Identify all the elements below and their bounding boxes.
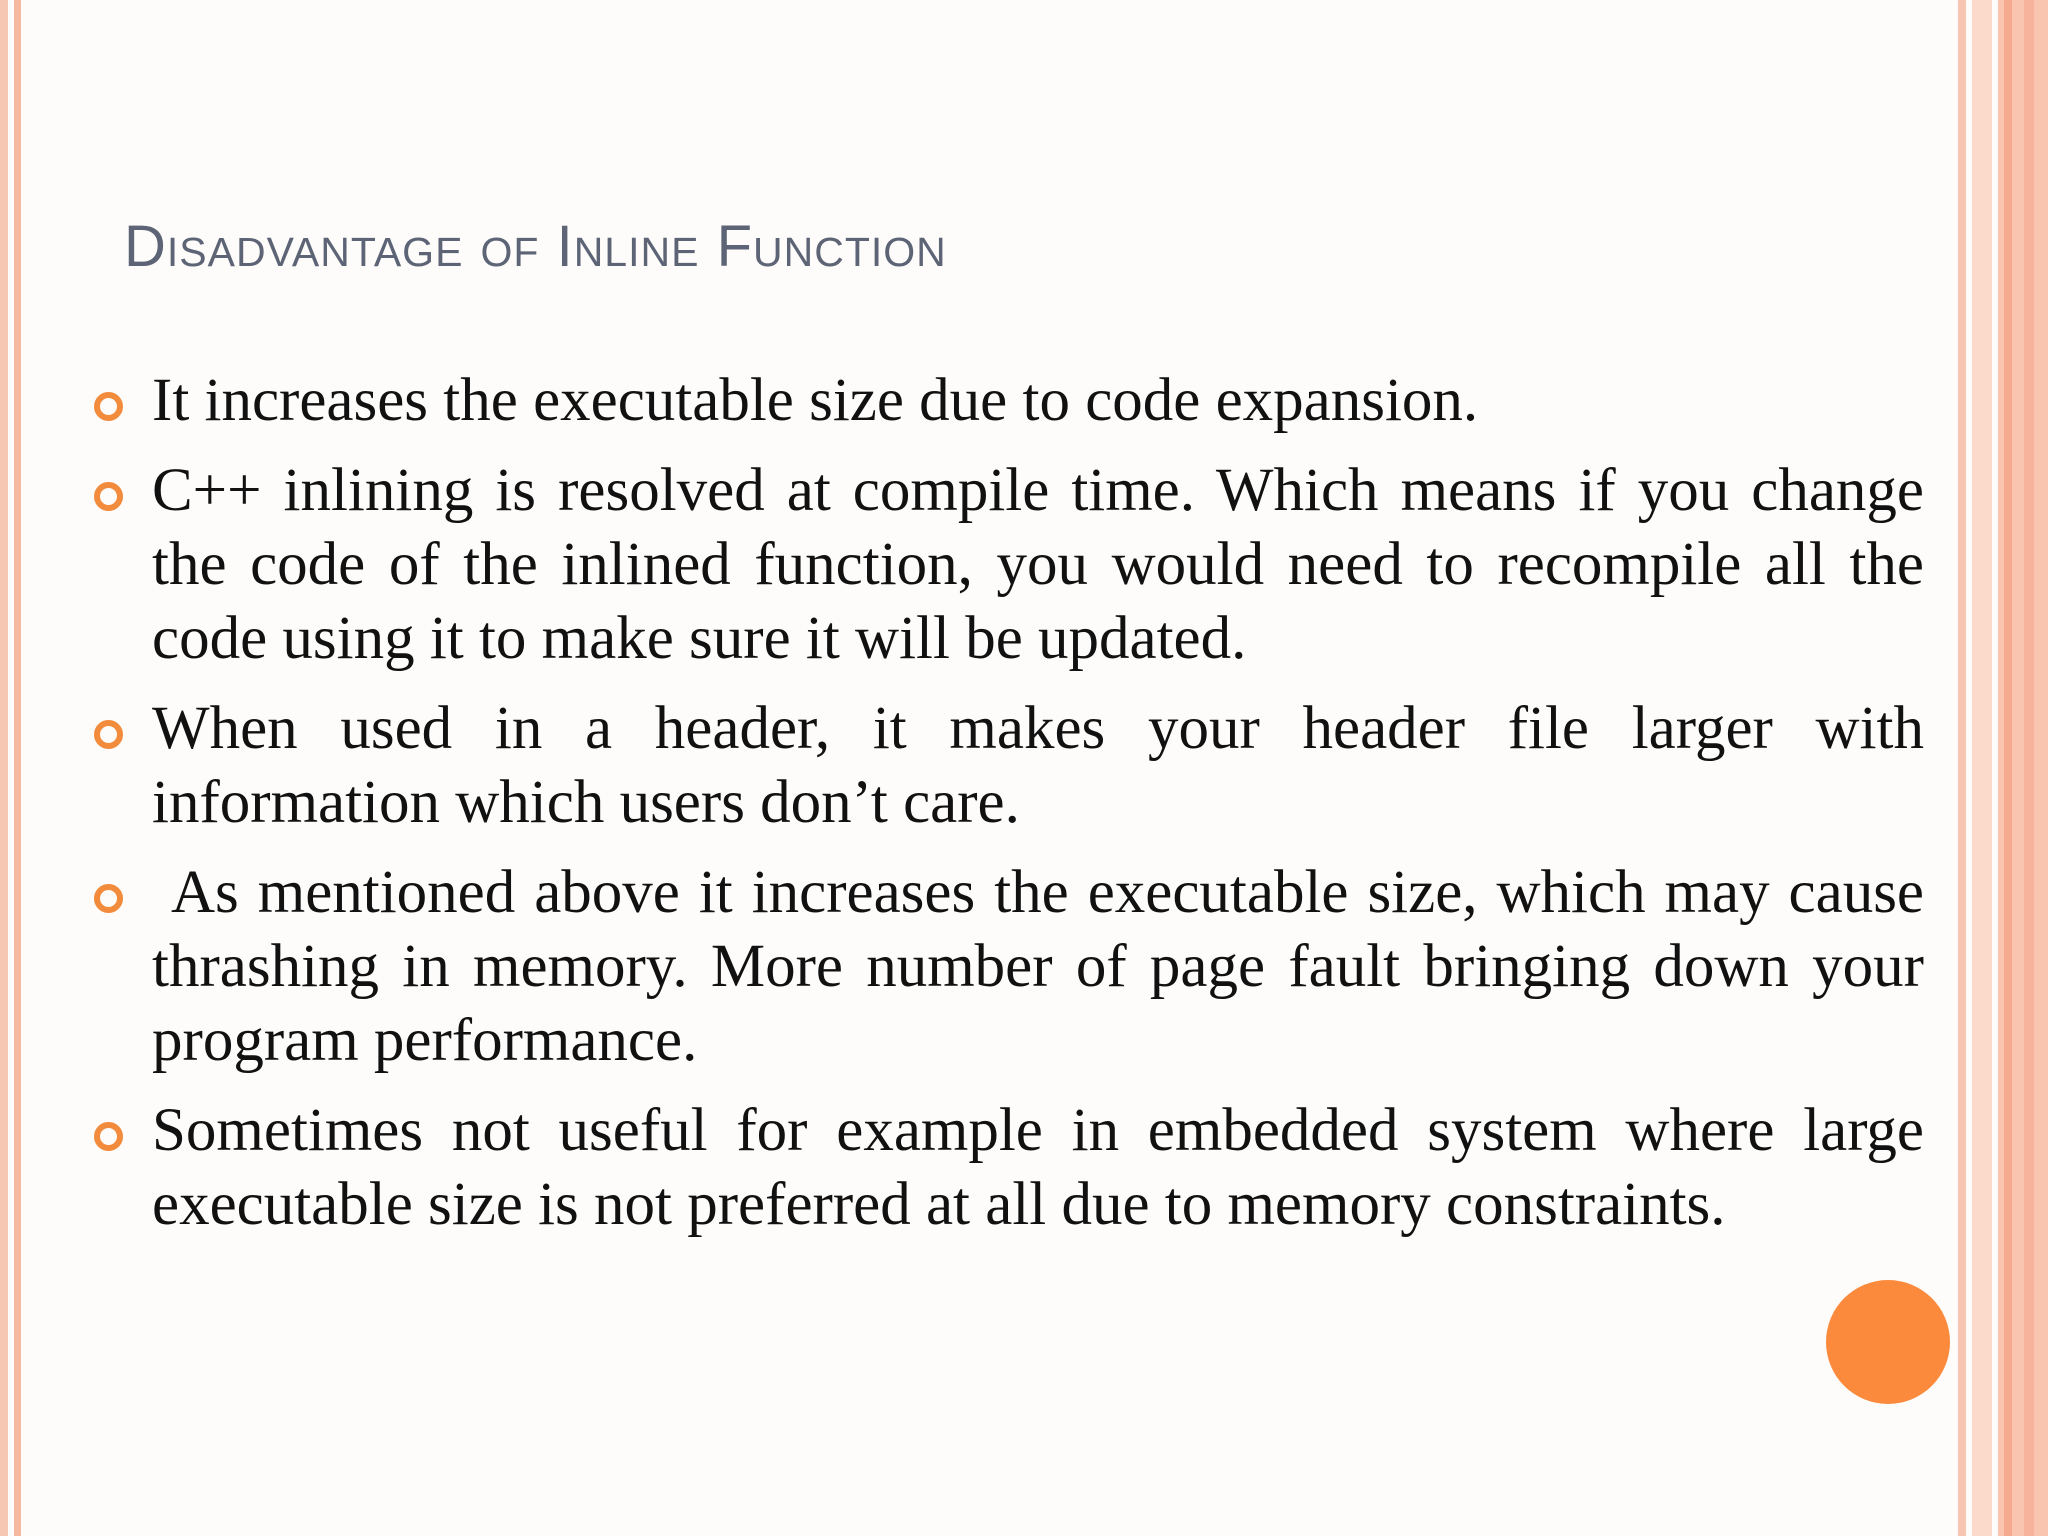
bullet-text: C++ inlining is resolved at compile time. Which means if you change the code of the inlined function, you would need to recompile all the code using it to make sure it will be updated. [152, 457, 1924, 672]
ring-bullet-icon [94, 720, 123, 749]
slide-title: Disadvantage of Inline Function [124, 214, 947, 279]
bullet-item [94, 364, 1924, 438]
ring-bullet-icon [94, 482, 123, 511]
bullet-item [94, 856, 1940, 1078]
bullet-text: It increases the executable size due to code expansion. [152, 367, 1479, 434]
ring-bullet-icon [94, 392, 123, 421]
bullet-item [94, 454, 1924, 676]
bullet-text: When used in a header, it makes your header file larger with information which users don’t care. [152, 695, 1924, 836]
right-border-stripe [1958, 0, 1966, 1536]
ring-bullet-icon [94, 1122, 123, 1151]
right-border-stripe [1998, 0, 2048, 1536]
bullet-text: Sometimes not useful for example in embedded system where large executable size is not preferred at all due to memory constraints. [152, 1097, 1924, 1238]
ring-bullet-icon [94, 884, 123, 913]
right-border-stripe [1972, 0, 1992, 1536]
left-border-stripe [0, 0, 8, 1536]
bullet-item [94, 1094, 1924, 1242]
orange-circle-decoration [1826, 1280, 1950, 1404]
bullet-item [94, 692, 1924, 840]
bullet-list [94, 364, 1940, 1258]
left-border-stripe [14, 0, 21, 1536]
bullet-text: As mentioned above it increases the executable size, which may cause thrashing in memory. More number of page fault bringing down your program performance. [152, 859, 1940, 1074]
